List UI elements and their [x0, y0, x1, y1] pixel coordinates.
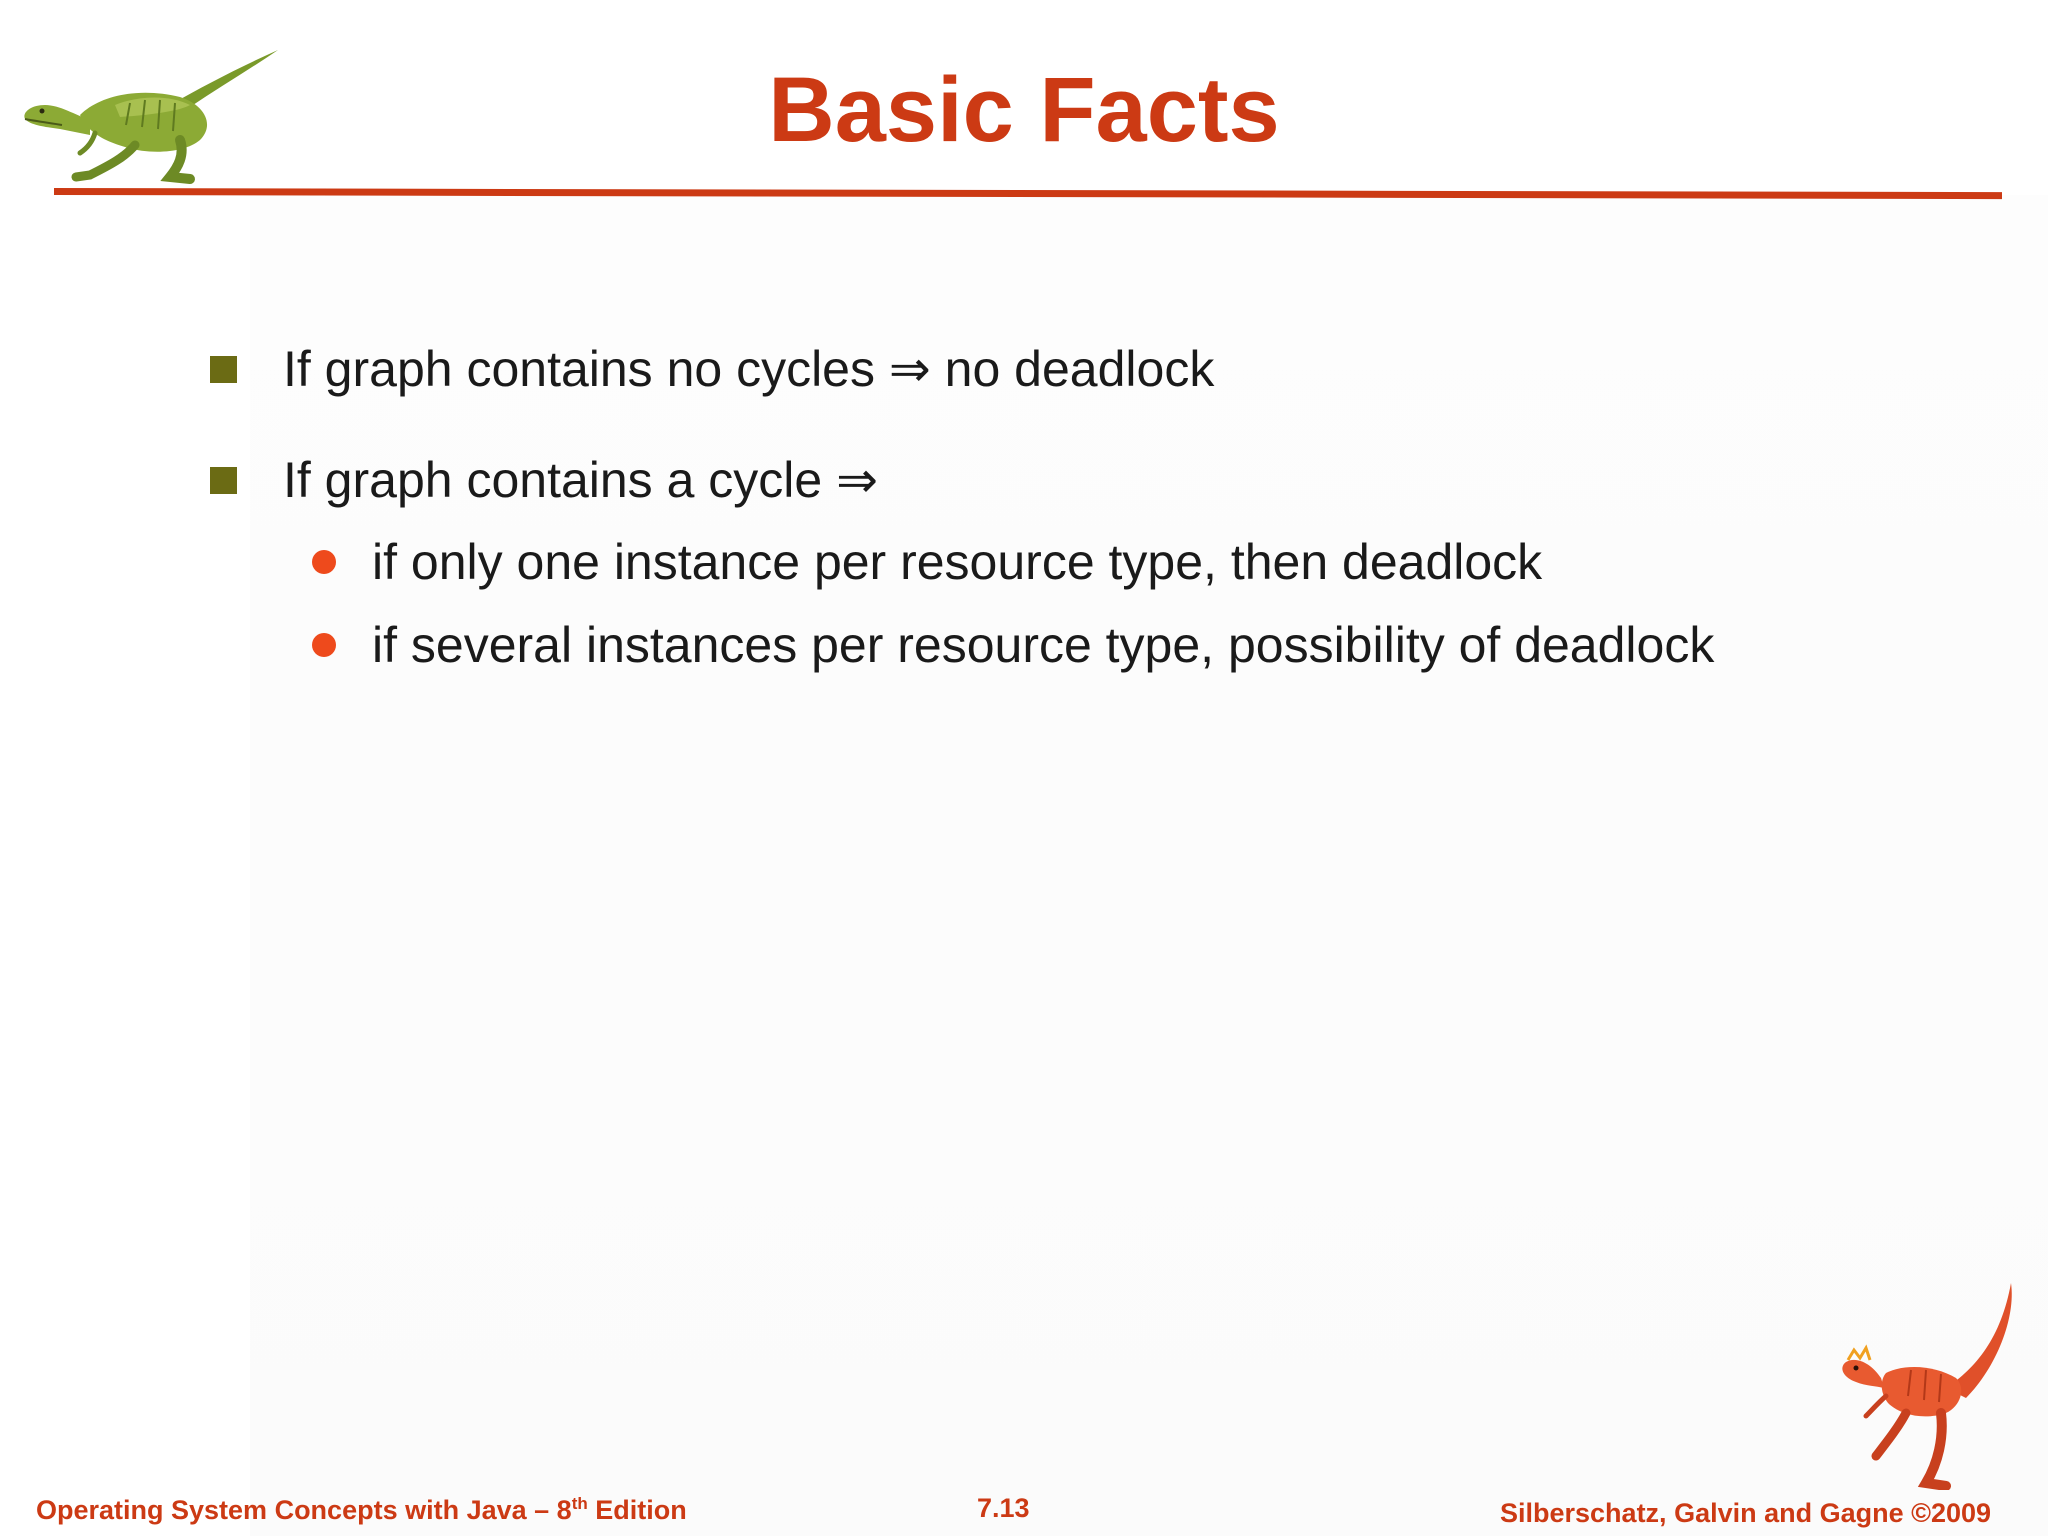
subbullet-text: if only one instance per resource type, then deadlock: [372, 534, 1543, 590]
page-number: 7.13: [977, 1493, 1030, 1523]
footer-copyright: Silberschatz, Galvin and Gagne ©2009: [1500, 1498, 1992, 1528]
subbullet-text: if several instances per resource type, possibility of deadlock: [372, 617, 1715, 673]
footer-edition-text: Edition: [587, 1495, 687, 1525]
red-dinosaur-icon: [1826, 1278, 2026, 1490]
footer-book-title-text: Operating System Concepts with Java – 8: [36, 1495, 572, 1525]
footer-book-title: [36, 1495, 687, 1526]
list-item: [312, 615, 1714, 675]
square-bullet-icon: [210, 467, 237, 494]
slide-title: Basic Facts: [768, 59, 1280, 161]
list-item: [210, 450, 878, 510]
list-item: [210, 339, 1214, 399]
bullet-text: If graph contains a cycle ⇒: [283, 452, 878, 508]
round-bullet-icon: [312, 550, 336, 574]
bullet-text: If graph contains no cycles ⇒ no deadlock: [283, 341, 1215, 397]
round-bullet-icon: [312, 633, 336, 657]
square-bullet-icon: [210, 356, 237, 383]
list-item: [312, 532, 1542, 592]
footer-edition-sup: th: [571, 1494, 588, 1513]
